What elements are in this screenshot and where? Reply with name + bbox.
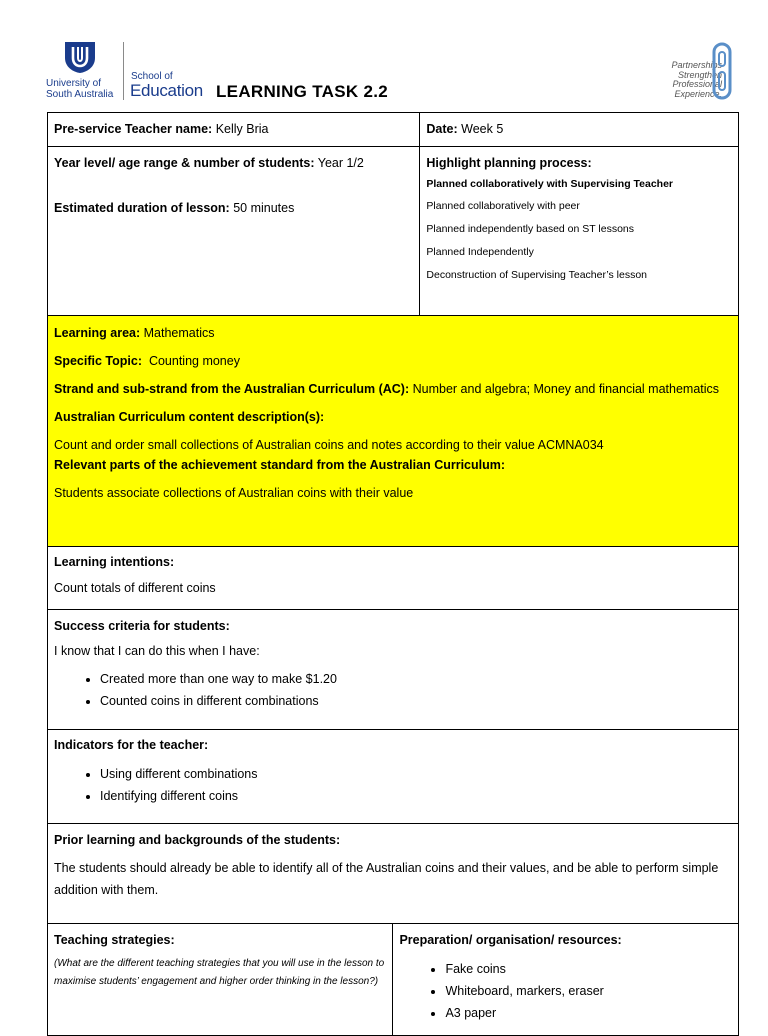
indicator-item: • Using different combinations	[100, 763, 732, 785]
teaching-strategies-note: (What are the different teaching strategies that you will use in the lesson to maximise students’ engagement and higher order thinking in the lesson?)	[54, 958, 385, 987]
teacher-name-value: Kelly Bria	[215, 122, 269, 136]
success-criteria-intro: I know that I can do this when I have:	[54, 644, 260, 658]
teacher-name-cell	[48, 113, 420, 147]
learning-intentions-cell	[48, 547, 739, 610]
year-planning-row	[48, 147, 739, 316]
planning-process-label: Highlight planning process:	[426, 156, 592, 170]
partnerships-mark-icon	[710, 42, 734, 100]
strand-value: Number and algebra; Money and financial mathematics	[412, 382, 720, 396]
success-criteria-item: • Counted coins in different combinations	[100, 690, 732, 712]
success-criteria-label: Success criteria for students:	[54, 619, 230, 633]
university-name	[46, 78, 113, 100]
university-line2: South Australia	[46, 89, 114, 100]
achievement-standard-value: Students associate collections of Australian coins with their value	[54, 486, 414, 500]
learning-intentions-value: Count totals of different coins	[54, 581, 216, 595]
learning-area-label: Learning area:	[54, 326, 141, 340]
year-duration-cell	[48, 147, 420, 316]
curriculum-row	[48, 316, 739, 547]
learning-intentions-row	[48, 547, 739, 610]
lesson-plan-table	[47, 112, 739, 1036]
resource-item: • Whiteboard, markers, eraser	[445, 980, 732, 1002]
document-header	[0, 0, 768, 112]
specific-topic-value: Counting money	[148, 354, 240, 368]
teaching-strategies-label: Teaching strategies:	[54, 933, 175, 947]
learning-intentions-label: Learning intentions:	[54, 555, 175, 569]
year-level-label: Year level/ age range & number of students:	[54, 156, 315, 170]
indicators-row	[48, 730, 739, 824]
partner-line-3: Professional	[672, 79, 722, 89]
teacher-name-label: Pre-service Teacher name:	[54, 122, 213, 136]
education-label: Education	[130, 81, 203, 100]
prior-learning-cell	[48, 824, 739, 924]
duration-value: 50 minutes	[233, 201, 295, 215]
indicator-item: • Identifying different coins	[100, 785, 732, 807]
teaching-strategies-cell	[48, 924, 393, 1036]
resource-item: • Fake coins	[445, 958, 732, 980]
date-label: Date:	[426, 122, 458, 136]
teacher-date-row	[48, 113, 739, 147]
university-line1: University of	[46, 78, 102, 89]
planning-item-peer: Planned collaboratively with peer	[426, 200, 580, 212]
achievement-standard-label: Relevant parts of the achievement standard from the Australian Curriculum:	[54, 458, 506, 472]
planning-item-deconstruction: Deconstruction of Supervising Teacher’s lesson	[426, 269, 648, 281]
prior-learning-value: The students should already be able to identify all of the Australian coins and their values, and be able to perform simple addition with them.	[54, 861, 719, 897]
success-criteria-row	[48, 610, 739, 730]
logo-divider	[123, 42, 124, 100]
partner-line-2: Strengthen	[677, 69, 722, 80]
learning-area-value: Mathematics	[143, 326, 215, 340]
success-criteria-list	[54, 668, 732, 712]
school-of-label: School of	[131, 71, 173, 82]
specific-topic-label: Specific Topic:	[54, 354, 142, 368]
unisa-shield-icon	[62, 40, 98, 74]
prior-learning-row	[48, 824, 739, 924]
resource-item: • A3 paper	[445, 1002, 732, 1024]
year-level-value: Year 1/2	[317, 156, 364, 170]
strand-label: Strand and sub-strand from the Australian Curriculum (AC):	[54, 382, 410, 396]
success-criteria-item: • Created more than one way to make $1.20	[100, 668, 732, 690]
resources-cell	[393, 924, 739, 1036]
curriculum-cell	[48, 316, 739, 547]
planning-item-st-lessons: Planned independently based on ST lessons	[426, 223, 635, 235]
planning-item-independently: Planned Independently	[426, 246, 534, 258]
planning-item-supervising-teacher: Planned collaboratively with Supervising Teacher	[426, 178, 674, 190]
success-criteria-cell	[48, 610, 739, 730]
indicators-label: Indicators for the teacher:	[54, 738, 209, 752]
indicators-cell	[48, 730, 739, 824]
partner-line-1: Partnerships	[671, 60, 722, 70]
teaching-resources-row	[48, 924, 739, 1036]
resources-list	[399, 958, 732, 1024]
document-title: LEARNING TASK 2.2	[216, 82, 388, 101]
indicators-list	[54, 763, 732, 807]
date-value: Week 5	[461, 122, 504, 136]
date-cell	[420, 113, 739, 147]
partner-line-4: Experience.	[674, 88, 722, 99]
planning-process-cell	[420, 147, 739, 316]
duration-label: Estimated duration of lesson:	[54, 201, 230, 215]
content-description-value: Count and order small collections of Australian coins and notes according to their value ACMNA034	[54, 438, 604, 452]
prior-learning-label: Prior learning and backgrounds of the students:	[54, 833, 341, 847]
resources-label: Preparation/ organisation/ resources:	[399, 933, 622, 947]
content-description-label: Australian Curriculum content description(s):	[54, 410, 325, 424]
